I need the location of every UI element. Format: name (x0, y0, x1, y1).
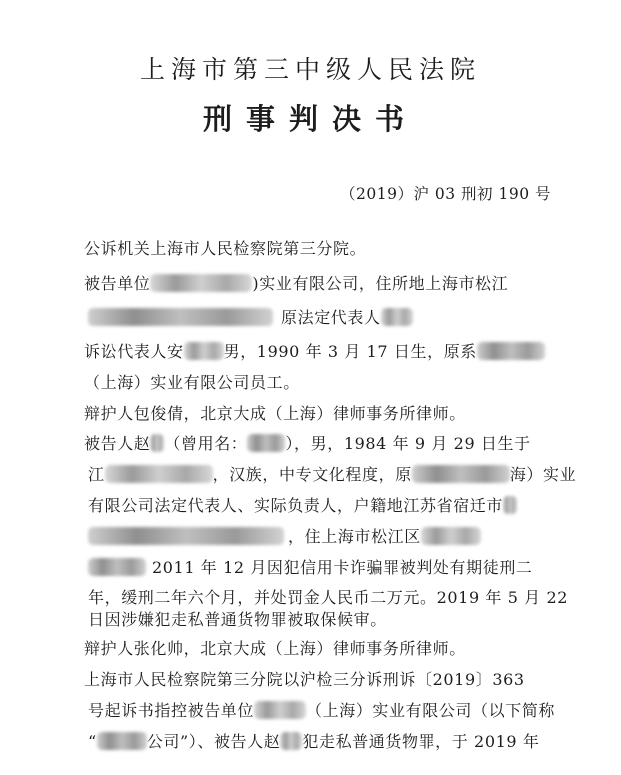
body-line-10 (88, 524, 481, 550)
redaction (381, 308, 413, 326)
body-line-2 (84, 271, 508, 297)
redaction (88, 527, 284, 545)
defendant-birth-text: ），男，1984 年 9 月 29 日生于 (285, 434, 531, 453)
former-rep-text: 原法定代表人 (281, 308, 381, 327)
redaction (477, 342, 545, 360)
body-line-11 (88, 555, 533, 581)
legal-rep-text: 有限公司法定代表人、实际负责人，户籍地江苏省宿迁市 (88, 496, 504, 515)
redaction (88, 558, 146, 576)
education-text: ，汉族，中专文化程度，原 (212, 465, 412, 484)
body-line-9 (88, 493, 517, 519)
defendant-unit-label: 被告单位 (84, 274, 151, 293)
body-line-17 (88, 729, 539, 755)
body-line-7 (84, 431, 531, 457)
charge-text: 犯走私普通货物罪，于 2019 年 (302, 732, 540, 751)
body-line-1 (84, 236, 366, 262)
redaction (105, 465, 213, 483)
redaction (503, 496, 517, 514)
body-line-15 (84, 667, 525, 693)
case-number: （2019）沪 03 刑初 190 号 (340, 185, 551, 203)
body-line-4 (84, 339, 545, 365)
redaction (150, 274, 252, 292)
defendant-label: 被告人赵 (84, 434, 151, 453)
residence-text: ，住上海市松江区 (288, 527, 421, 546)
redaction (247, 434, 285, 452)
redaction (254, 701, 306, 719)
employee-text: （上海）实业有限公司员工。 (84, 373, 300, 392)
body-line-6 (84, 401, 466, 427)
defendant-unit-text: )实业有限公司，住所地上海市松江 (252, 274, 509, 293)
redaction (412, 465, 510, 483)
bail-text: 日因涉嫌犯走私普通货物罪被取保候审。 (88, 610, 387, 629)
redaction (421, 527, 481, 545)
body-line-3 (88, 305, 413, 331)
document-title: 刑事判决书 (202, 102, 418, 136)
short-name-text: 公司”）、被告人赵 (146, 732, 281, 751)
body-line-8 (88, 462, 576, 488)
redaction (150, 434, 164, 452)
body-line-14 (84, 636, 466, 662)
defender-2-text: 辩护人张化帅，北京大成（上海）律师事务所律师。 (84, 639, 466, 658)
indictment-unit-label: 号起诉书指控被告单位 (88, 701, 255, 720)
body-line-16 (88, 698, 555, 724)
litigation-rep-text: 男，1990 年 3 月 17 日生，原系 (223, 342, 477, 361)
redaction (88, 308, 273, 326)
company-suffix-text: 海）实业 (509, 465, 577, 484)
prior-conviction-text: 2011 年 12 月因犯信用卡诈骗罪被判处有期徒刑二 (152, 558, 533, 577)
court-name: 上海市第三中级人民法院 (139, 55, 481, 84)
defender-1-text: 辩护人包俊倩，北京大成（上海）律师事务所律师。 (84, 404, 466, 423)
redaction (280, 732, 302, 750)
redaction (97, 732, 147, 750)
body-line-5 (84, 370, 300, 396)
indictment-unit-text: （上海）实业有限公司（以下简称 (306, 701, 556, 720)
litigation-rep-label: 诉讼代表人安 (84, 342, 184, 361)
alias-label: （曾用名： (164, 434, 248, 453)
body-line-13 (88, 607, 387, 633)
indictment-text: 上海市人民检察院第三分院以沪检三分诉刑诉〔2019〕363 (84, 670, 525, 689)
redaction (184, 342, 224, 360)
quote-open: “ (88, 732, 97, 751)
probation-text: 年，缓刑二年六个月，并处罚金人民币二万元。2019 年 5 月 22 (88, 588, 569, 607)
prosecutor-text: 公诉机关上海市人民检察院第三分院。 (84, 239, 367, 258)
birthplace-text: 江 (88, 465, 105, 484)
